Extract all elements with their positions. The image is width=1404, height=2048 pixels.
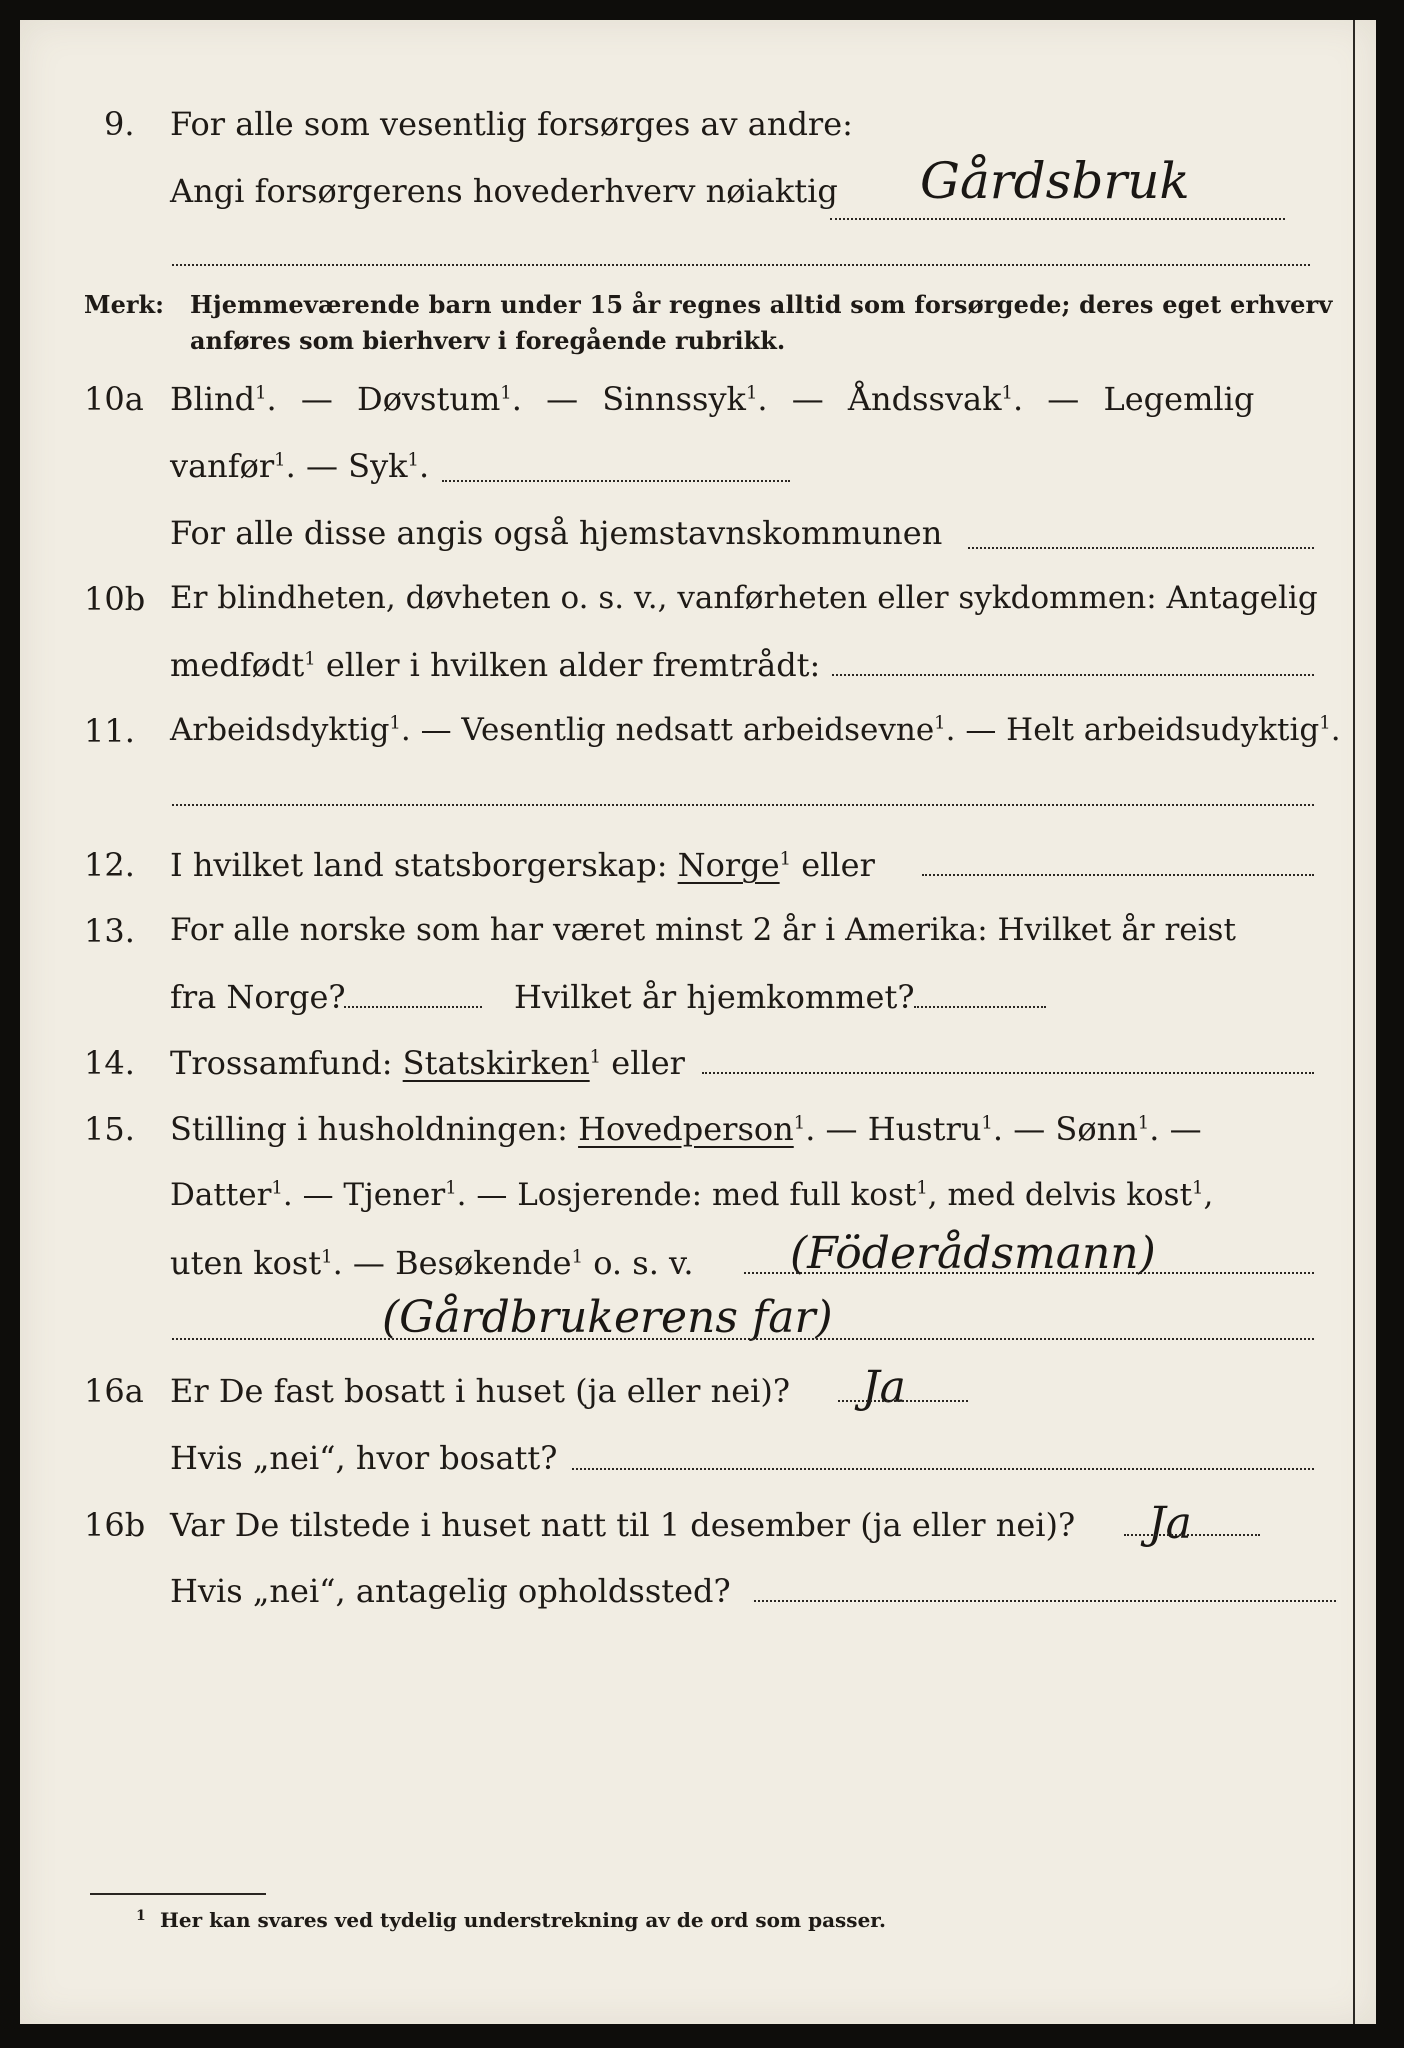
option-andssvak[interactable]: . — Åndssvak [757, 380, 1002, 418]
q10b-alder-line [832, 672, 1314, 676]
q11-number: 11. [84, 712, 135, 750]
q9-text-1: For alle som vesentlig forsørges av andre: [170, 105, 853, 143]
q16b-text-2: Hvis „nei“, antagelig opholdssted? [170, 1572, 731, 1610]
q10a-text-1: Blind$^1$. — Døvstum$^1$. — Sinnssyk$^1$. — Åndssvak$^1$. — Legemlig [170, 380, 1255, 418]
option-delvis-kost[interactable]: , med delvis kost [927, 1177, 1193, 1213]
merk-line-2 [0, 326, 1356, 372]
option-arbeidsdyktig[interactable]: Arbeidsdyktig [170, 712, 390, 748]
q15-line-3 [0, 1228, 1356, 1290]
q16b-line-1 [0, 1498, 1356, 1552]
q15-line-4 [0, 1292, 1356, 1352]
option-nedsatt-arbeidsevne[interactable]: . — Vesentlig nedsatt arbeidsevne [400, 712, 935, 748]
q15-answer-1[interactable]: (Föderådsmann) [790, 1228, 1156, 1279]
option-hustru[interactable]: . — Hustru [805, 1110, 982, 1148]
option-sinnssyk[interactable]: . — Sinnssyk [511, 380, 746, 418]
option-statskirken[interactable]: Statskirken [402, 1044, 590, 1082]
q13-reist-line [344, 1004, 482, 1008]
option-datter[interactable]: Datter [170, 1177, 272, 1213]
q10a-syk-line [442, 478, 790, 482]
merk-text-2: anføres som bierhverv i foregående rubrikk. [190, 326, 786, 355]
q10b-line-1 [0, 580, 1356, 626]
merk-label: Merk: [84, 290, 164, 319]
q9-line-2 [0, 152, 1356, 218]
q15-number: 15. [84, 1110, 135, 1148]
q14-line [0, 1044, 1356, 1090]
option-sonn[interactable]: . — Sønn [992, 1110, 1138, 1148]
q15-line-1 [0, 1110, 1356, 1156]
q16b-text-1: Var De tilstede i huset natt til 1 desember (ja eller nei)? [170, 1506, 1076, 1544]
q15-answer-line-1 [744, 1270, 1314, 1274]
q12-line [0, 846, 1356, 892]
q16a-text-1: Er De fast bosatt i huset (ja eller nei)? [170, 1372, 791, 1410]
q9-answer[interactable]: Gårdsbruk [920, 152, 1190, 210]
q10b-line-2 [0, 646, 1356, 692]
q16b-answer[interactable]: Ja [1148, 1498, 1192, 1549]
q14-number: 14. [84, 1044, 135, 1082]
q15-line-2 [0, 1177, 1356, 1223]
q14-trossamfund-line [702, 1070, 1314, 1074]
option-uten-kost[interactable]: uten kost [170, 1244, 322, 1282]
q16a-bosatt-line [572, 1466, 1314, 1470]
q12-land-line [922, 872, 1314, 876]
footnote [0, 1908, 1356, 1954]
q10a-text-2: vanfør$^1$. — Syk$^1$. [170, 447, 430, 485]
merk-text-1: Hjemmeværende barn under 15 år regnes alltid som forsørgede; deres eget erhverv [190, 290, 1333, 319]
q11-text: Arbeidsdyktig$^1$. — Vesentlig nedsatt arbeidsevne$^1$. — Helt arbeidsudyktig$^1$. [170, 712, 1341, 748]
q9-text-2: Angi forsørgerens hovederhverv nøiaktig [170, 172, 838, 210]
q15-answer-line-2 [172, 1336, 1314, 1340]
q10a-number: 10a [84, 380, 144, 418]
q10a-line-1 [0, 380, 1356, 426]
option-losjerende-full-kost[interactable]: . — Losjerende: med full kost [456, 1177, 917, 1213]
q13-line-1 [0, 912, 1356, 958]
q11-answer-line [172, 802, 1314, 806]
q15-answer-2[interactable]: (Gårdbrukerens far) [382, 1292, 833, 1343]
q13-number: 13. [84, 912, 135, 950]
option-arbeidsudyktig[interactable]: . — Helt arbeidsudyktig [945, 712, 1320, 748]
option-norge[interactable]: Norge [677, 846, 780, 884]
q10a-line-3 [0, 514, 1356, 560]
option-blind[interactable]: Blind [170, 380, 256, 418]
q12-number: 12. [84, 846, 135, 884]
q16a-text-2: Hvis „nei“, hvor bosatt? [170, 1439, 558, 1477]
q10b-text-1: Er blindheten, døvheten o. s. v., vanførheten eller sykdommen: Antagelig [170, 580, 1318, 616]
q9-separator [172, 262, 1310, 266]
option-dovstum[interactable]: . — Døvstum [266, 380, 501, 418]
q13-reist-label: fra Norge? [170, 978, 346, 1016]
option-besokende[interactable]: . — Besøkende [332, 1244, 572, 1282]
footnote-rule [90, 1893, 266, 1895]
q10a-text-3: For alle disse angis også hjemstavnskommunen [170, 514, 943, 552]
q16b-line-2 [0, 1572, 1356, 1618]
q12-text: I hvilket land statsborgerskap: Norge$^1$ eller [170, 846, 875, 884]
option-hovedperson[interactable]: Hovedperson [578, 1110, 794, 1148]
q16b-number: 16b [84, 1506, 146, 1544]
q16a-number: 16a [84, 1372, 144, 1410]
q10a-line-2 [0, 447, 1356, 493]
q10b-number: 10b [84, 580, 146, 618]
q13-text-1: For alle norske som har været minst 2 år i Amerika: Hvilket år reist [170, 912, 1236, 948]
q13-line-2 [0, 978, 1356, 1024]
q16a-line-1 [0, 1362, 1356, 1418]
option-medfodt[interactable]: medfødt [170, 646, 305, 684]
q9-number: 9. [104, 105, 135, 143]
q16a-answer-line [838, 1398, 968, 1402]
q13-hjemkommet-line [914, 1004, 1046, 1008]
q10b-text-2: medfødt$^1$ eller i hvilken alder fremtrådt: [170, 646, 821, 684]
q15-text-3: uten kost$^1$. — Besøkende$^1$ o. s. v. [170, 1244, 694, 1282]
q11-line [0, 712, 1356, 758]
option-syk[interactable]: . — Syk [285, 447, 408, 485]
option-legemlig[interactable]: . — Legemlig [1012, 380, 1255, 418]
q16b-answer-line [1124, 1532, 1260, 1536]
footnote-text: Her kan svares ved tydelig understrekning av de ord som passer. [160, 1908, 886, 1932]
option-vanfor[interactable]: vanfør [170, 447, 275, 485]
q16a-line-2 [0, 1439, 1356, 1485]
q13-hjemkommet-label: Hvilket år hjemkommet? [514, 978, 915, 1016]
footnote-mark: 1 [136, 1908, 146, 1924]
option-tjener[interactable]: . — Tjener [282, 1177, 446, 1213]
q9-answer-line [830, 216, 1285, 220]
q16b-opholdssted-line [754, 1598, 1336, 1602]
q14-text: Trossamfund: Statskirken$^1$ eller [170, 1044, 685, 1082]
q15-text-1: Stilling i husholdningen: Hovedperson$^1$. — Hustru$^1$. — Sønn$^1$. — [170, 1110, 1202, 1148]
q15-text-2: Datter$^1$. — Tjener$^1$. — Losjerende: med full kost$^1$, med delvis kost$^1$, [170, 1177, 1214, 1213]
q16a-answer[interactable]: Ja [862, 1362, 906, 1413]
q10a-hjemstavn-line [968, 545, 1314, 549]
q9-line-1 [0, 105, 1356, 151]
